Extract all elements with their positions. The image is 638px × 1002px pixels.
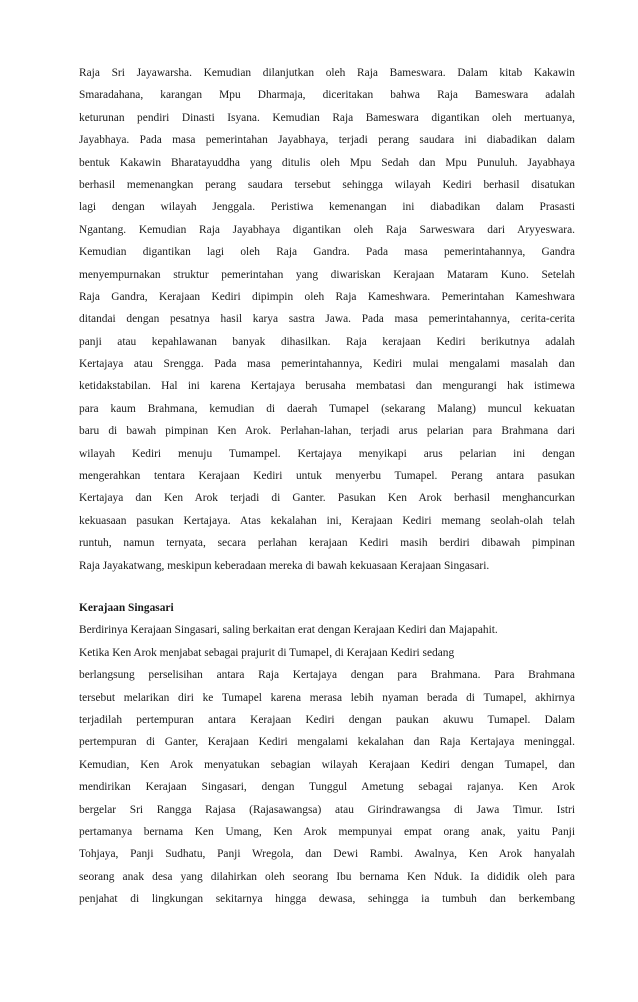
text-line: ditandai dengan pesatnya hasil karya sastra Jawa. Pada masa pemerintahannya, cerita-cerita [79, 313, 575, 326]
text-line: baru di bawah pimpinan Ken Arok. Perlahan-lahan, terjadi arus pelarian para Brahmana dari [79, 425, 575, 438]
text-line: Raja Sri Jayawarsha. Kemudian dilanjutkan oleh Raja Bameswara. Dalam kitab Kakawin [79, 67, 575, 79]
text-line: berlangsung perselisihan antara Raja Kertajaya dengan para Brahmana. Para Brahmana [79, 669, 575, 682]
text-line: Tohjaya, Panji Sudhatu, Panji Wregola, dan Dewi Rambi. Awalnya, Ken Arok hanyalah [79, 848, 575, 861]
document-page [79, 62, 575, 910]
text-line: bentuk Kakawin Bharatayuddha yang ditulis oleh Mpu Sedah dan Mpu Punuluh. Jayabhaya [79, 156, 575, 169]
text-line: berhasil memenangkan perang saudara tersebut sehingga wilayah Kediri berhasil disatukan [79, 178, 575, 191]
text-line: runtuh, namun ternyata, secara perlahan kerajaan Kediri masih berdiri dibawah pimpinan [79, 537, 575, 550]
text-line: wilayah Kediri menuju Tumampel. Kertajaya menyikapi arus pelarian ini dengan [79, 447, 575, 460]
text-line: Kertajaya atau Srengga. Pada masa pemerintahannya, Kediri mulai mengalami masalah dan [79, 358, 575, 371]
text-line: Berdirinya Kerajaan Singasari, saling berkaitan erat dengan Kerajaan Kediri dan Majapahit. [79, 624, 498, 637]
text-line: terjadilah pertempuran antara Kerajaan Kediri dengan paukan akuwu Tumapel. Dalam [79, 713, 575, 726]
text-line: Raja Gandra, Kerajaan Kediri dipimpin oleh Raja Kameshwara. Pemerintahan Kameshwara [79, 290, 575, 303]
paragraph-singasari [79, 619, 575, 910]
paragraph-kediri [79, 62, 575, 577]
text-line: menyempurnakan struktur pemerintahan yang diwariskan Kerajaan Mataram Kuno. Setelah [79, 268, 575, 281]
text-line: Ngantang. Kemudian Raja Jayabhaya digantikan oleh Raja Sarweswara dari Aryyeswara. [79, 223, 575, 236]
text-line: Kemudian digantikan lagi oleh Raja Gandra. Pada masa pemerintahannya, Gandra [79, 246, 575, 259]
text-line: kekuasaan pasukan Kertajaya. Atas kekalahan ini, Kerajaan Kediri memang seolah-olah telah [79, 514, 575, 527]
paragraph-gap [79, 577, 575, 597]
text-line: Smaradahana, karangan Mpu Dharmaja, diceritakan bahwa Raja Bameswara adalah [79, 89, 575, 102]
text-line: lagi dengan wilayah Jenggala. Peristiwa kemenangan ini diabadikan dalam Prasasti [79, 201, 575, 214]
text-line: Kemudian, Ken Arok menyatukan sebagian wilayah Kerajaan Kediri dengan Tumapel, dan [79, 758, 575, 771]
text-line: keturunan pendiri Dinasti Isyana. Kemudian Raja Bameswara digantikan oleh mertuanya, [79, 111, 575, 124]
text-line: bergelar Sri Rangga Rajasa (Rajasawangsa) atau Girindrawangsa di Jawa Timur. Istri [79, 803, 575, 816]
section-heading: Kerajaan Singasari [79, 601, 174, 614]
text-line: mendirikan Kerajaan Singasari, dengan Tunggul Ametung sebagai rajanya. Ken Arok [79, 781, 575, 794]
text-line: Ketika Ken Arok menjabat sebagai prajurit di Tumapel, di Kerajaan Kediri sedang [79, 646, 455, 659]
text-line: Raja Jayakatwang, meskipun keberadaan mereka di bawah kekuasaan Kerajaan Singasari. [79, 559, 490, 572]
text-line: Kertajaya dan Ken Arok terjadi di Ganter. Pasukan Ken Arok berhasil menghancurkan [79, 492, 575, 505]
text-line: pertamanya bernama Ken Umang, Ken Arok mempunyai empat orang anak, yaitu Panji [79, 825, 575, 838]
text-line: para kaum Brahmana, kemudian di daerah Tumapel (sekarang Malang) muncul kekuatan [79, 402, 575, 415]
text-line: ketidakstabilan. Hal ini karena Kertajaya berusaha membatasi dan mengurangi hak istimewa [79, 380, 575, 393]
text-line: mengerahkan tentara Kerajaan Kediri untuk menyerbu Tumapel. Perang antara pasukan [79, 470, 575, 483]
text-line: Jayabhaya. Pada masa pemerintahan Jayabhaya, terjadi perang saudara ini diabadikan dalam [79, 134, 575, 147]
text-line: penjahat di lingkungan sekitarnya hingga dewasa, sehingga ia tumbuh dan berkembang [79, 893, 575, 906]
text-line: seorang anak desa yang dilahirkan oleh seorang Ibu bernama Ken Nduk. Ia dididik oleh para [79, 870, 575, 883]
text-line: pertempuran di Ganter, Kerajaan Kediri mengalami kekalahan dan Raja Kertajaya meninggal. [79, 736, 575, 749]
text-line: panji atau kepahlawanan banyak dihasilkan. Raja kerajaan Kediri berikutnya adalah [79, 335, 575, 348]
text-line: tersebut melarikan diri ke Tumapel karena merasa lebih nyaman berada di Tumapel, akhirnya [79, 691, 575, 704]
